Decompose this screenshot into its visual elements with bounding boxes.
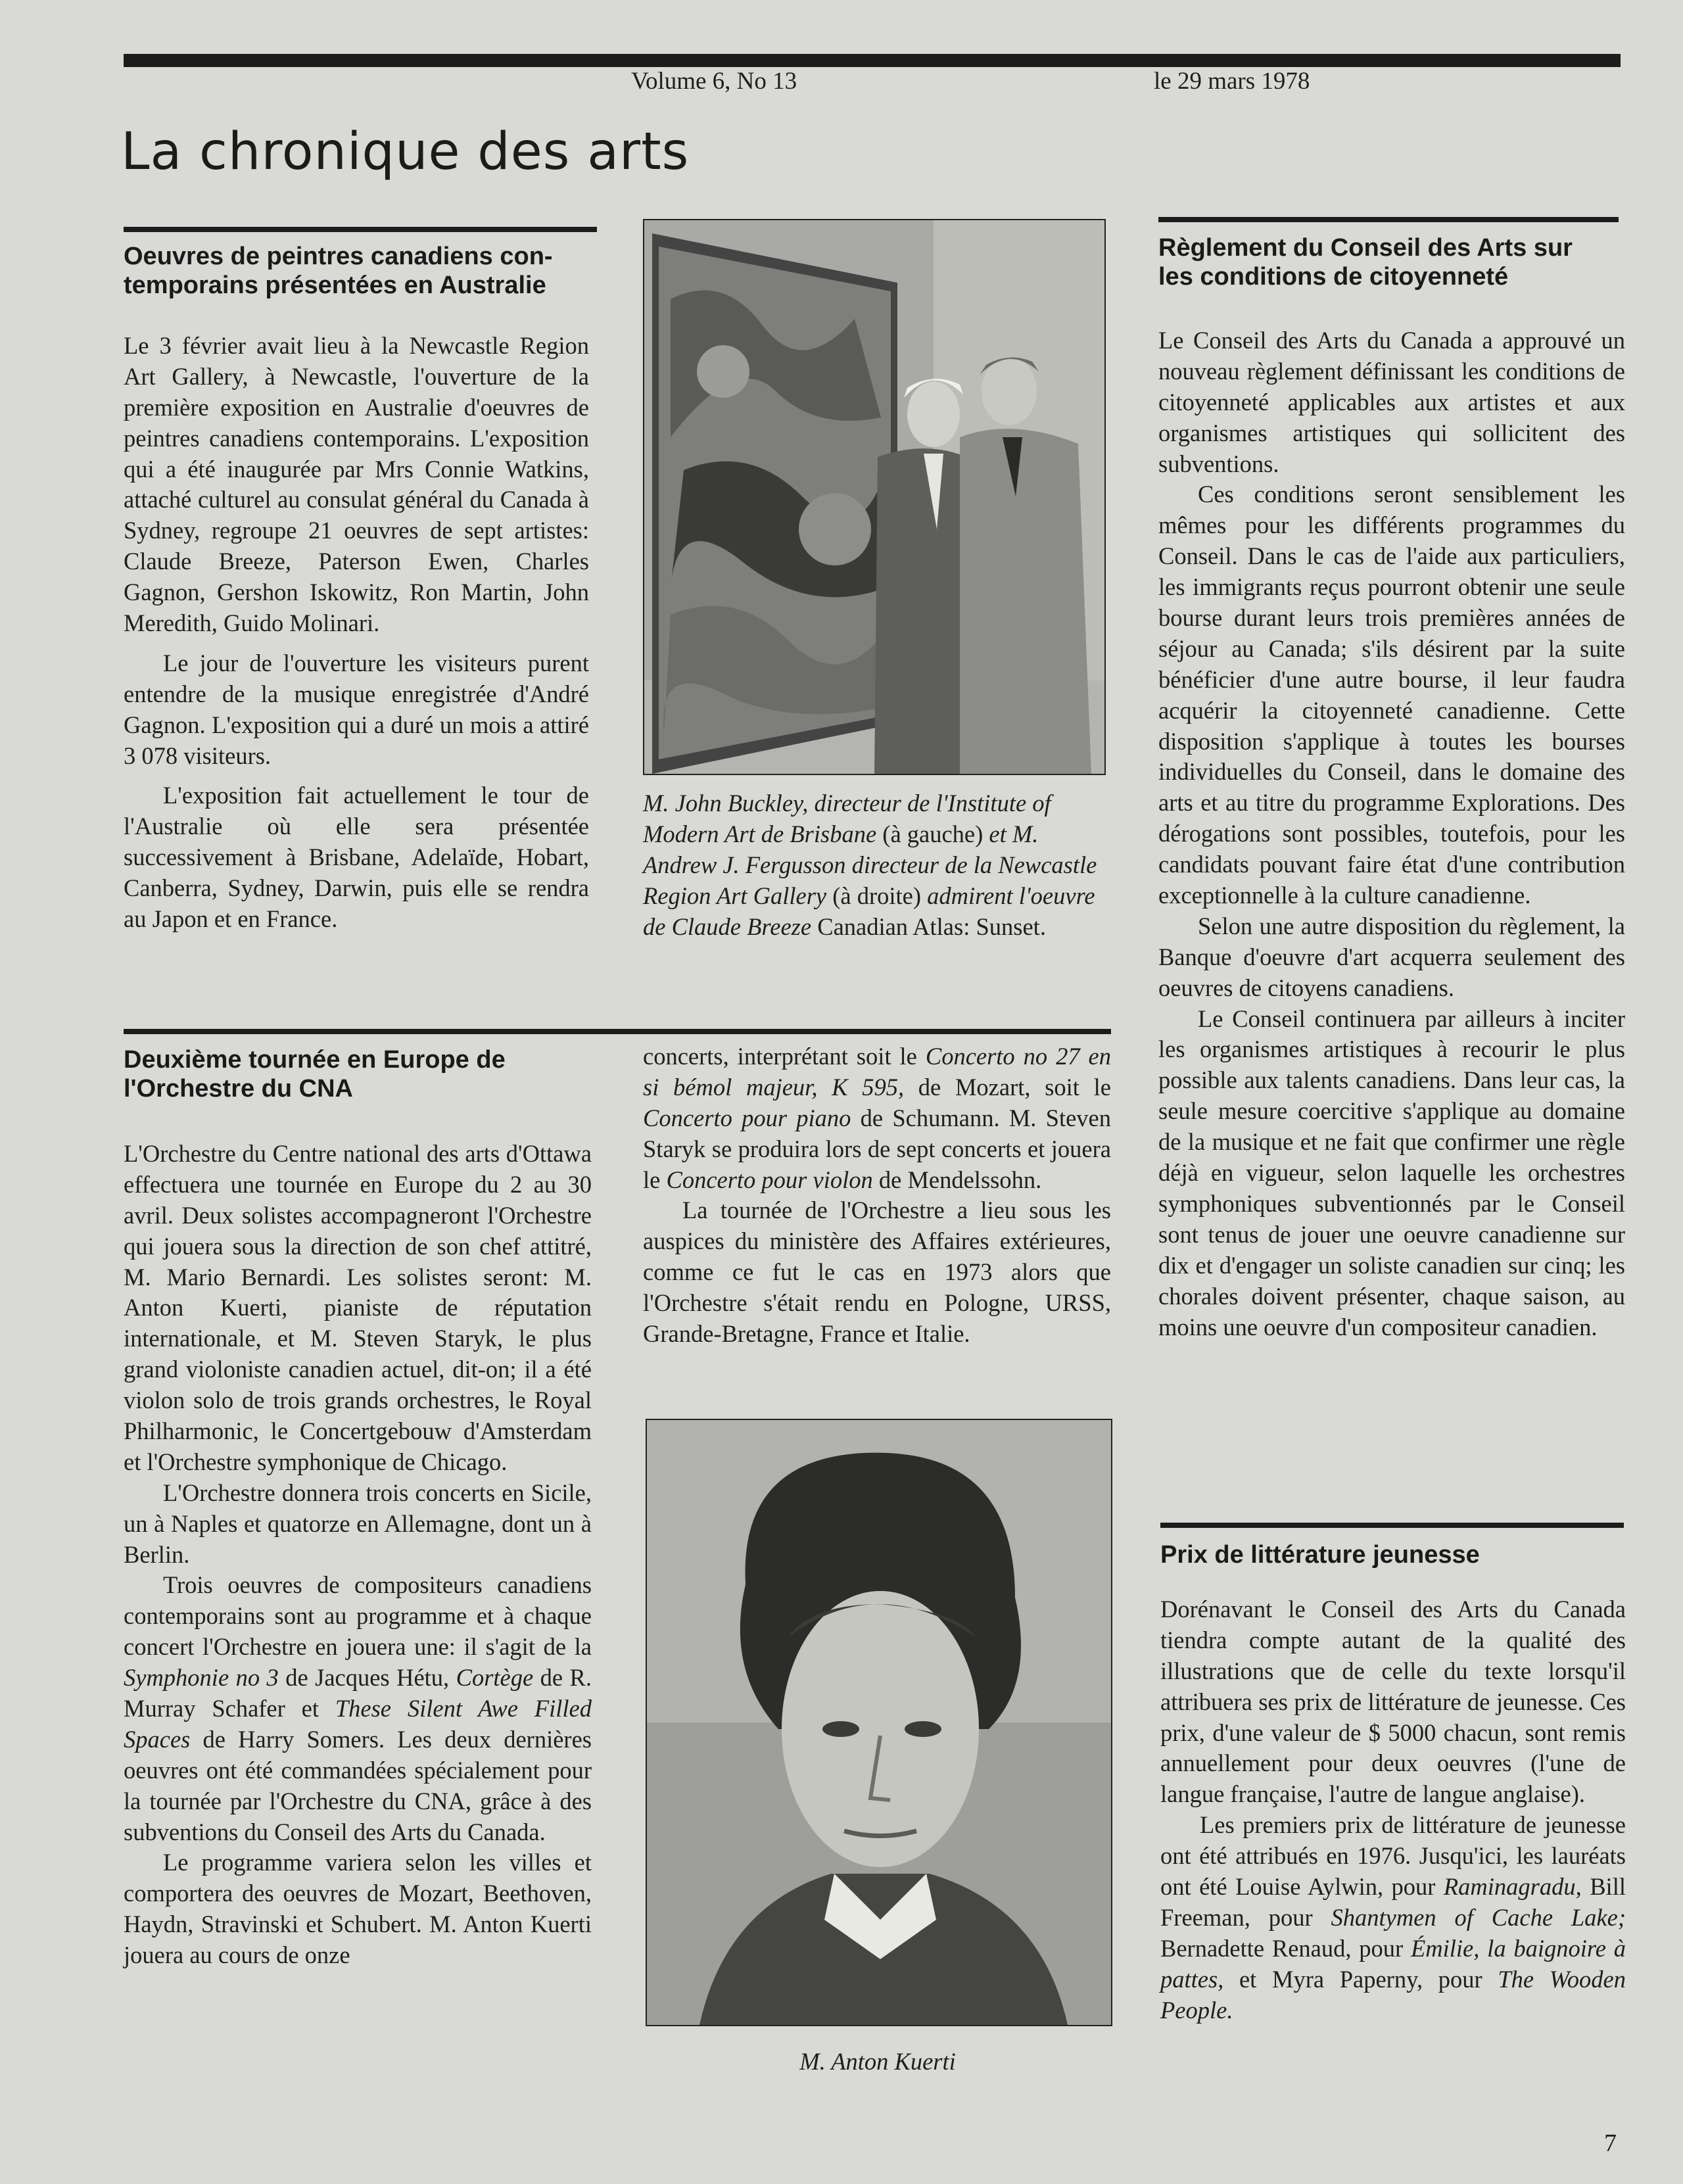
article3-paragraph: Le Conseil des Arts du Canada a approuvé un nouveau règlement définissant les conditions de citoyenneté applicables aux artistes et aux organismes artistiques qui sollicitent des subventions. [1158, 327, 1625, 477]
article1-paragraph: Le 3 février avait lieu à la Newcastle Region Art Gallery, à Newcastle, l'ouverture de la première exposition en Australie d'oeuvres de peintres canadiens contemporains. L'exposition qui a été inaugurée par Mrs Connie Watkins, attaché culturel au consulat général du Canada à Sydney, regroupe 21 oeuvres de sept artistes: Claude Breeze, Paterson Ewen, Charles Gagnon, Gershon Iskowitz, Ron Martin, John Meredith, Guido Molinari. [124, 332, 589, 637]
article2-paragraph: concerts, interprétant soit le Concerto no 27 en si bémol majeur, K 595, de Mozart, soit le Concerto pour piano de Schumann. M. Steven Staryk se produira lors de sept concerts et jouera le Concerto pour violon de Mendelssohn. [643, 1043, 1112, 1193]
article4-title: Prix de littérature jeunesse [1160, 1541, 1480, 1569]
portrait-photo-image [647, 1420, 1111, 2025]
top-rule [124, 54, 1621, 67]
article1-body [124, 331, 589, 935]
article3-paragraph: Ces conditions seront sensiblement les mêmes pour les différents programmes du Conseil. Dans le cas de l'aide aux particuliers, les immigrants reçus pourront obtenir une seule bourse durant leurs trois premières années de séjour au Canada; s'ils désirent par la suite bénéficier d'une autre bourse, il leur faudra acquérir la citoyenneté canadienne. Cette disposition s'applique à toutes les bourses individuelles du Conseil, dans le domaine des arts et au titre du programme Explorations. Des dérogations sont possibles, toutefois, pour les candidats pouvant faire état d'une contribution exceptionnelle à la culture canadienne. [1158, 481, 1625, 909]
article4-body [1160, 1594, 1626, 2026]
page-number: 7 [1604, 2129, 1617, 2157]
article2-paragraph: L'Orchestre du Centre national des arts d'Ottawa effectuera une tournée en Europe du 2 au 30 avril. Deux solistes accompagneront l'Orchestre qui jouera sous la direction de son chef attitré, M. Mario Bernardi. Les solistes seront: M. Anton Kuerti, pianiste de réputation internationale, et M. Steven Staryk, le plus grand violoniste canadien actuel, dit-on; il a été violon solo de trois grands orchestres, le Royal Philharmonic, le Concertgebouw d'Amsterdam et l'Orchestre symphonique de Chicago. [124, 1140, 592, 1475]
volume-number: Volume 6, No 13 [631, 68, 797, 95]
article2-paragraph: Trois oeuvres de compositeurs canadiens contemporains sont au programme et à chaque concert l'Orchestre en jouera une: il s'agit de la Symphonie no 3 de Jacques Hétu, Cortège de R. Murray Schafer et These Silent Awe Filled Spaces de Harry Somers. Les deux dernières oeuvres ont été commandées spécialement pour la tournée par l'Orchestre du CNA, grâce à des subventions du Conseil des Arts du Canada. [124, 1571, 592, 1845]
article1-paragraph: L'exposition fait actuellement le tour de l'Australie où elle sera présentée successivement à Brisbane, Adelaïde, Hobart, Canberra, Sydney, Darwin, puis elle se rendra au Japon et en France. [124, 782, 589, 933]
article3-rule [1158, 217, 1619, 222]
gallery-photo [643, 219, 1106, 775]
portrait-caption: M. Anton Kuerti [799, 2048, 956, 2075]
article1-rule [124, 227, 597, 232]
article2-rule [124, 1029, 1111, 1034]
article2-paragraph: Le programme variera selon les villes et comportera des oeuvres de Mozart, Beethoven, Haydn, Stravinski et Schubert. M. Anton Kuerti jouera au cours de onze [124, 1849, 592, 1969]
article2-paragraph: L'Orchestre donnera trois concerts en Sicile, un à Naples et quatorze en Allemagne, dont un à Berlin. [124, 1479, 592, 1568]
portrait-photo [646, 1419, 1112, 2026]
masthead-title: La chronique des arts [121, 122, 690, 181]
article2-paragraph: La tournée de l'Orchestre a lieu sous les auspices du ministère des Affaires extérieures, comme ce fut le cas en 1973 alors que l'Orchestre s'était rendu en Pologne, URSS, Grande-Bretagne, France et Italie. [643, 1197, 1111, 1348]
article3-body [1158, 325, 1625, 1342]
gallery-photo-caption: M. John Buckley, directeur de l'Institute of Modern Art de Brisbane (à gauche) et M. Andrew J. Fergusson directeur de la Newcastle Region Art Gallery (à droite) admirent l'oeuvre de Claude Breeze Canadian Atlas: Sunset. [643, 790, 1097, 941]
article2-continued [643, 1041, 1111, 1350]
article3-paragraph: Selon une autre disposition du règlement, la Banque d'oeuvre d'art acquerra seulement des oeuvres de citoyens canadiens. [1158, 912, 1625, 1001]
article1-title: Oeuvres de peintres canadiens con- temporains présentées en Australie [124, 243, 553, 300]
issue-date: le 29 mars 1978 [1154, 68, 1310, 95]
article2-title: Deuxième tournée en Europe de l'Orchestre du CNA [124, 1046, 506, 1103]
article4-paragraph: Dorénavant le Conseil des Arts du Canada tiendra compte autant de la qualité des illustrations que de celle du texte lorsqu'il attribuera ses prix de littérature de jeunesse. Ces prix, d'une valeur de $ 5000 chacun, sont remis annuellement pour deux oeuvres (l'une de langue française, l'autre de langue anglaise). [1160, 1596, 1626, 1808]
article4-paragraph: Les premiers prix de littérature de jeunesse ont été attribués en 1976. Jusqu'ici, les lauréats ont été Louise Aylwin, pour Raminagradu, Bill Freeman, pour Shantymen of Cache Lake; Bernadette Renaud, pour Émilie, la baignoire à pattes, et Myra Paperny, pour The Wooden People. [1160, 1811, 1626, 2024]
article1-paragraph: Le jour de l'ouverture les visiteurs purent entendre de la musique enregistrée d'André Gagnon. L'exposition qui a duré un mois a attiré 3 078 visiteurs. [124, 649, 589, 769]
article4-rule [1160, 1523, 1624, 1528]
article3-title: Règlement du Conseil des Arts sur les conditions de citoyenneté [1158, 234, 1573, 291]
article2-body [124, 1139, 592, 1971]
gallery-photo-image [644, 220, 1104, 774]
article3-paragraph: Le Conseil continuera par ailleurs à inciter les organismes artistiques à recourir le plus possible aux talents canadiens. Dans leur cas, la seule mesure coercitive s'applique au domaine de la musique et ne fait que confirmer une règle déjà en vigueur, selon laquelle les orchestres symphoniques subventionnés par le Conseil sont tenus de jouer une oeuvre canadienne sur dix et d'engager un soliste canadien sur cinq; les chorales doivent présenter, chaque saison, au moins une oeuvre d'un compositeur canadien. [1158, 1005, 1625, 1341]
